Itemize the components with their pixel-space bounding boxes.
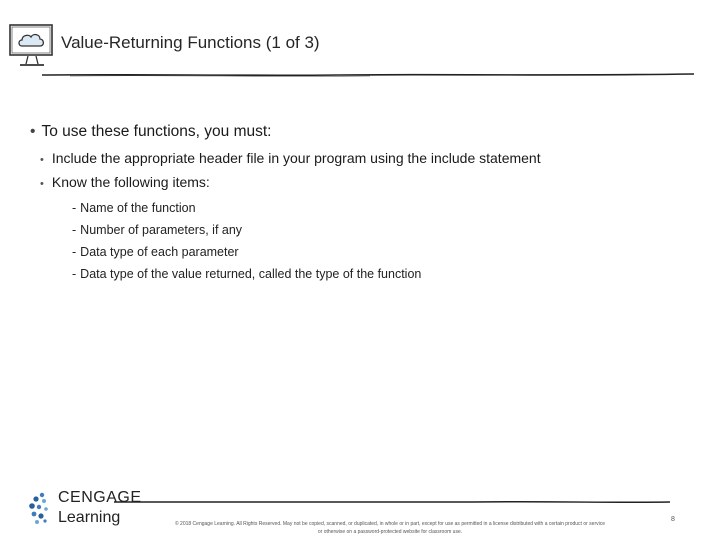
copyright-notice: © 2018 Cengage Learning. All Rights Reserved. May not be copied, scanned, or duplicated, in whole or in part, except for use as permitted in a license distributed with a certain product or service or otherwise on a password-protected website for classroom use.	[174, 521, 606, 535]
footer-divider	[112, 496, 672, 508]
title-divider	[40, 68, 696, 82]
list-item: - Data type of the value returned, called the type of the function	[72, 267, 422, 281]
item-list	[72, 197, 700, 285]
main-bullet: • To use these functions, you must:	[30, 123, 272, 140]
bullet-icon: •	[30, 123, 36, 140]
slide-title: Value-Returning Functions (1 of 3)	[61, 33, 320, 52]
sub-bullets	[40, 148, 700, 285]
page-number: 8	[671, 516, 675, 523]
list-item: - Name of the function	[72, 201, 196, 215]
logo-mark-icon	[28, 491, 52, 527]
list-item: - Number of parameters, if any	[72, 223, 243, 237]
cengage-logo: CENGAGE Learning	[28, 487, 138, 533]
sub-bullet-item: • Include the appropriate header file in your program using the include statement	[40, 150, 541, 166]
slide-content	[30, 122, 700, 285]
bullet-icon: •	[40, 178, 44, 190]
sub-bullet-item: • Know the following items:	[40, 174, 210, 190]
list-item: - Data type of each parameter	[72, 245, 239, 259]
cloud-computer-icon	[8, 22, 56, 70]
bullet-icon: •	[40, 154, 44, 166]
